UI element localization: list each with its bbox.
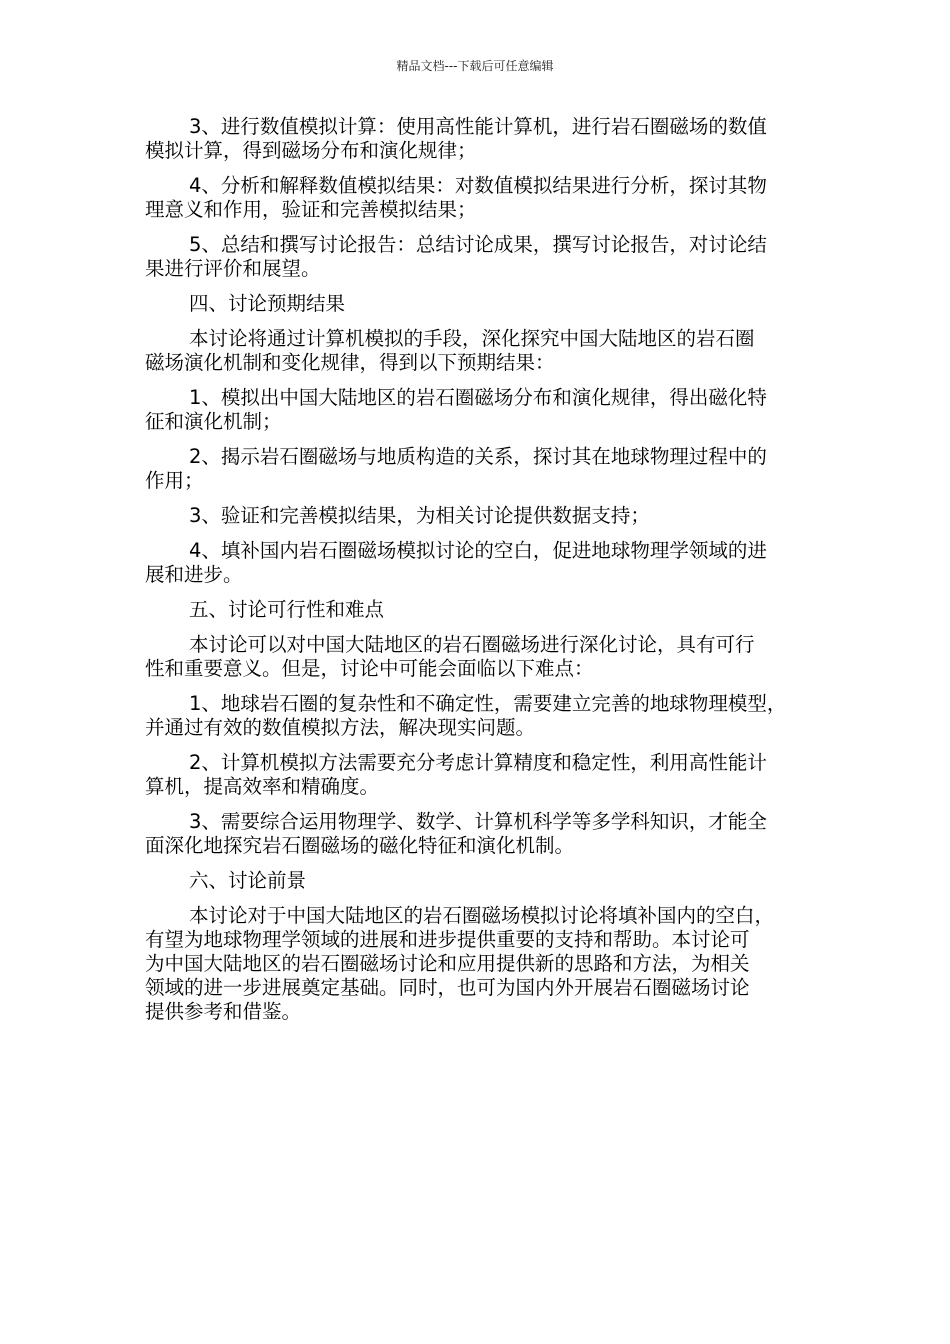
paragraph-difficulty-2: 2、计算机模拟方法需要充分考虑计算精度和稳定性，利用高性能计 算机，提高效率和精确度。 (145, 751, 767, 798)
section-heading-feasibility: 五、讨论可行性和难点 (189, 598, 385, 621)
section-heading-expected-results: 四、讨论预期结果 (189, 292, 346, 315)
page-header: 精品文档---下载后可任意编辑 (396, 59, 554, 73)
section-heading-prospects: 六、讨论前景 (189, 869, 307, 892)
paragraph-step-3: 3、进行数值模拟计算：使用高性能计算机，进行岩石圈磁场的数值 模拟计算，得到磁场分布和演化规律； (145, 115, 767, 162)
paragraph-feasibility-intro: 本讨论可以对中国大陆地区的岩石圈磁场进行深化讨论，具有可行 性和重要意义。但是，讨论中可能会面临以下难点： (145, 633, 755, 680)
document-body (145, 115, 813, 1035)
paragraph-prospects: 本讨论对于中国大陆地区的岩石圈磁场模拟讨论将填补国内的空白， 有望为地球物理学领域的进展和进步提供重要的支持和帮助。本讨论可 为中国大陆地区的岩石圈磁场讨论和应用提供新的思路和方法，为相关 领域的进一步进展奠定基础。同时，也可为国内外开展岩石圈磁场讨论 提供参考和借鉴。 (145, 904, 775, 1023)
paragraph-expected-intro: 本讨论将通过计算机模拟的手段，深化探究中国大陆地区的岩石圈 磁场演化机制和变化规律，得到以下预期结果： (145, 327, 755, 374)
paragraph-step-4: 4、分析和解释数值模拟结果：对数值模拟结果进行分析，探讨其物 理意义和作用，验证和完善模拟结果； (145, 174, 767, 221)
paragraph-difficulty-1: 1、地球岩石圈的复杂性和不确定性，需要建立完善的地球物理模型， 并通过有效的数值模拟方法，解决现实问题。 (145, 692, 787, 739)
paragraph-difficulty-3: 3、需要综合运用物理学、数学、计算机科学等多学科知识，才能全 面深化地探究岩石圈磁场的磁化特征和演化机制。 (145, 810, 767, 857)
paragraph-expected-4: 4、填补国内岩石圈磁场模拟讨论的空白，促进地球物理学领域的进 展和进步。 (145, 539, 767, 586)
paragraph-step-5: 5、总结和撰写讨论报告：总结讨论成果，撰写讨论报告，对讨论结 果进行评价和展望。 (145, 233, 767, 280)
paragraph-expected-3: 3、验证和完善模拟结果，为相关讨论提供数据支持； (189, 504, 650, 527)
paragraph-expected-1: 1、模拟出中国大陆地区的岩石圈磁场分布和演化规律，得出磁化特 征和演化机制； (145, 386, 767, 433)
paragraph-expected-2: 2、揭示岩石圈磁场与地质构造的关系，探讨其在地球物理过程中的 作用； (145, 445, 767, 492)
